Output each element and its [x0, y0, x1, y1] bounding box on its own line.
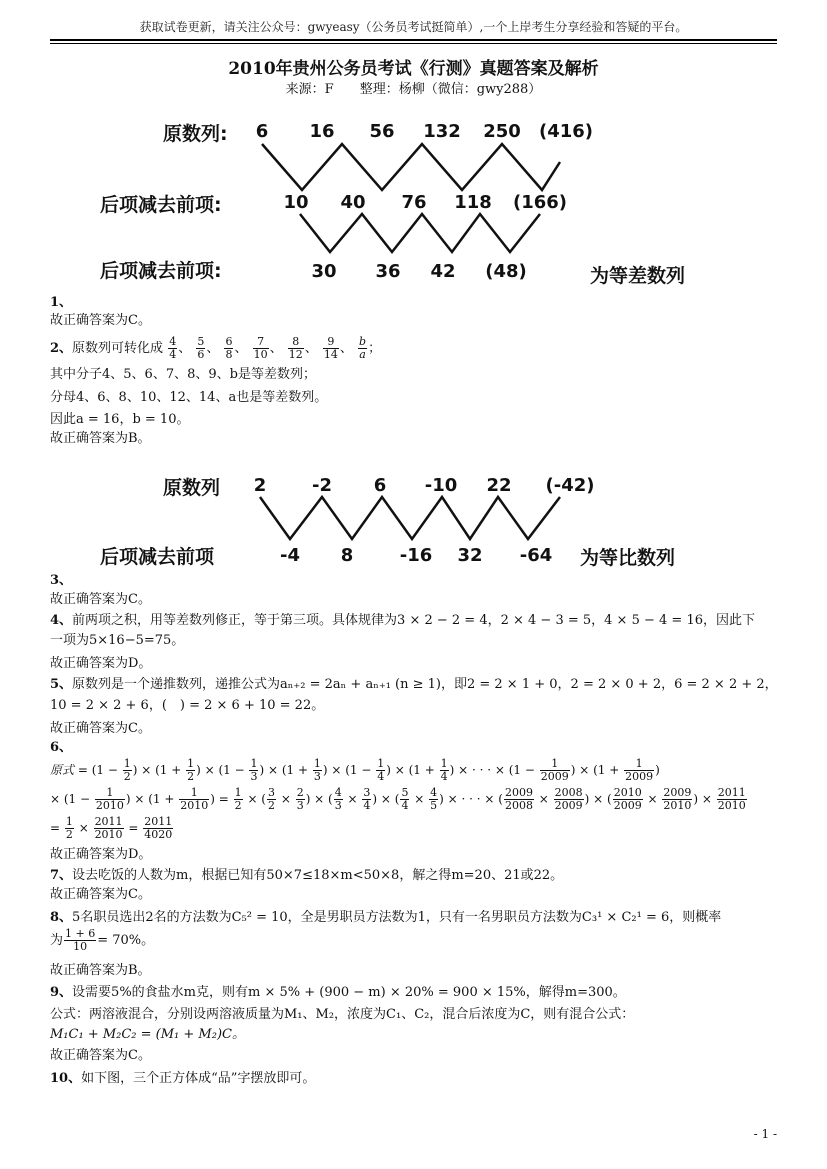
- fig1-r1-n1: 6: [255, 121, 269, 142]
- fig1-r2-n2: 40: [340, 192, 366, 213]
- fig1-r3-n1: 30: [311, 261, 337, 282]
- q2-line4: 因此a = 16，b = 10。: [50, 412, 190, 427]
- q9-text: 设需要5%的食盐水m克，则有m × 5% + (900 − m) × 20% = 900 × 15%，解得m=300。: [72, 985, 626, 1000]
- fig1-note: 为等差数列: [590, 265, 686, 287]
- q4-text: 前两项之积，用等差数列修正，等于第三项。具体规律为3 × 2 − 2 = 4，2 × 4 − 3 = 5，4 × 5 − 4 = 16，因此下: [72, 613, 755, 628]
- fig2-note: 为等比数列: [580, 547, 676, 569]
- q2-frac-2: $\frac{5}{6}$: [197, 335, 205, 361]
- q2-line2: 其中分子4、5、6、7、8、9、b是等差数列；: [50, 367, 316, 382]
- q9-answer: 故正确答案为C。: [50, 1048, 151, 1063]
- q2-text: 原数列可转化成: [72, 341, 164, 356]
- page-number: - 1 -: [753, 1127, 777, 1141]
- q10-number: 10、: [50, 1071, 82, 1086]
- q2-frac-5: $\frac{8}{12}$: [288, 335, 303, 361]
- fig2-label-original: 原数列: [163, 477, 221, 499]
- q5-answer: 故正确答案为C。: [50, 721, 151, 736]
- header-notice: 获取试卷更新，请关注公众号：gwyeasy（公务员考试挺简单）,一个上岸考生分享经验和答疑的平台。: [139, 20, 688, 34]
- page-title: 2010年贵州公务员考试《行测》真题答案及解析: [228, 59, 599, 79]
- q1-answer: 故正确答案为C。: [50, 313, 151, 328]
- q3-answer: 故正确答案为C。: [50, 592, 151, 607]
- fig2-r2-n3: -16: [399, 545, 433, 566]
- q2-frac-4: $\frac{7}{10}$: [253, 335, 268, 361]
- q5-line1: [50, 676, 778, 694]
- q2-frac-7: $\frac{b}{a}$: [359, 335, 367, 361]
- fig1-label-original: 原数列:: [163, 123, 228, 145]
- q2-line3: 分母4、6、8、10、12、14、a也是等差数列。: [50, 390, 328, 405]
- q9-line1: [50, 984, 626, 1002]
- q7-answer: 故正确答案为C。: [50, 887, 151, 902]
- page-subtitle: 来源：F 整理：杨柳（微信：gwy288）: [285, 82, 542, 97]
- q8-number: 8、: [50, 910, 73, 925]
- fig1-r2-n1: 10: [283, 192, 309, 213]
- q2-answer: 故正确答案为B。: [50, 431, 151, 446]
- header-rule-thick: [50, 39, 777, 41]
- q5-line2: 10 = 2 × 2 + 6，( ) = 2 × 6 + 10 = 22。: [50, 698, 325, 713]
- fig2-r2-n4: 32: [457, 545, 483, 566]
- q5-text: 原数列是一个递推数列，递推公式为aₙ₊₂ = 2aₙ + aₙ₊₁ (n ≥ 1)，即2 = 2 × 1 + 0，2 = 2 × 0 + 2，6 = 2 × 2 + 2，: [72, 677, 778, 692]
- q2-line1: 2、原数列可转化成 $\frac{4}{4}$ 、 $\frac{5}{6}$ 、 $\frac{6}{8}$ 、 $\frac{7}{10}$ 、 $\frac{8}{12}$ 、 $\frac{9}{14}$ 、 $\frac{b}{a}$ ；: [50, 335, 382, 361]
- q6-number: 6、: [50, 740, 73, 755]
- q2-number: 2、: [50, 341, 73, 356]
- fig2-r1-n5: 22: [486, 475, 512, 496]
- fig2-r1-n4: -10: [424, 475, 458, 496]
- q4-line2: 一项为5×16−5=75。: [50, 633, 185, 648]
- fig1-r2-n3: 76: [401, 192, 427, 213]
- fig1-label-diff2: 后项减去前项:: [100, 260, 222, 282]
- q2-frac-3: $\frac{6}{8}$: [225, 335, 233, 361]
- q7-number: 7、: [50, 868, 73, 883]
- q8-text: 5名职员选出2名的方法数为C₅² = 10，全是男职员方法数为1，只有一名男职员方法数为C₃¹ × C₂¹ = 6，则概率: [72, 910, 722, 925]
- figure-arithmetic-sequence: [0, 110, 827, 290]
- fig2-r2-n2: 8: [340, 545, 354, 566]
- fig1-r3-n2: 36: [375, 261, 401, 282]
- q6-formula-line2: × (1 − $\frac{1}{2010}$ ) × (1 + $\frac{1}{2010}$ ) = $\frac{1}{2}$ × ( $\frac{3}{2}$ × $\frac{2}{3}$ ) × ( $\frac{4}{3}$ × $\frac{3}{4}$ ) × ( $\frac{5}{4}$ × $\frac{4}{5}$ ) × · · · × ( $\frac{2009}{2008}$ × $\frac{2008}{2009}$ ) × ( $\frac{2010}{2009}$ × $\frac{2009}{2010}$ ) × $\frac{2011}{2010}$: [50, 786, 746, 812]
- fig2-r2-n5: -64: [519, 545, 553, 566]
- q8-frac: $\frac{1 + 6}{10}$: [65, 927, 96, 953]
- q8-line2: 为 $\frac{1 + 6}{10}$ = 70%。: [50, 927, 155, 953]
- q4-answer: 故正确答案为D。: [50, 656, 152, 671]
- q7-line1: [50, 867, 563, 885]
- fig2-r1-n3: 6: [373, 475, 387, 496]
- fig2-r1-n1: 2: [253, 475, 267, 496]
- q6-answer: 故正确答案为D。: [50, 847, 152, 862]
- q8-line1: [50, 909, 721, 927]
- fig1-label-diff1: 后项减去前项:: [100, 194, 222, 216]
- q4-line1: [50, 612, 755, 630]
- fig1-r1-n4: 132: [423, 121, 461, 142]
- fig2-r2-n1: -4: [280, 545, 300, 566]
- fig2-r1-n2: -2: [312, 475, 332, 496]
- q1-number: 1、: [50, 295, 73, 310]
- q9-line2: 公式：两溶液混合，分别设两溶液质量为M₁、M₂，浓度为C₁、C₂，混合后浓度为C，则有混合公式：: [50, 1007, 635, 1022]
- fig1-r1-n3: 56: [369, 121, 395, 142]
- q6-formula-line3: = $\frac{1}{2}$ × $\frac{2011}{2010}$ = $\frac{2011}{4020}$: [50, 815, 173, 841]
- fig1-r1-n5: 250: [483, 121, 521, 142]
- figure-geometric-sequence: [0, 465, 827, 575]
- fig1-r2-n5: (166): [512, 192, 568, 213]
- fig2-r1-n6: (-42): [545, 475, 595, 496]
- q2-frac-6: $\frac{9}{14}$: [323, 335, 338, 361]
- q10-line1: [50, 1070, 315, 1088]
- q5-number: 5、: [50, 677, 73, 692]
- q9-line3: M₁C₁ + M₂C₂ = (M₁ + M₂)C。: [50, 1027, 245, 1042]
- q6-formula-line1: 原式 = (1 − $\frac{1}{2}$ ) × (1 + $\frac{1}{2}$ ) × (1 − $\frac{1}{3}$ ) × (1 + $\frac{1}{3}$ ) × (1 − $\frac{1}{4}$ ) × (1 + $\frac{1}{4}$ ) × · · · × (1 − $\frac{1}{2009}$ ) × (1 + $\frac{1}{2009}$ ): [50, 757, 660, 783]
- q4-number: 4、: [50, 613, 73, 628]
- q2-frac-1: $\frac{4}{4}$: [169, 335, 177, 361]
- q8-answer: 故正确答案为B。: [50, 963, 151, 978]
- q3-number: 3、: [50, 573, 73, 588]
- fig1-r2-n4: 118: [454, 192, 492, 213]
- q10-text: 如下图，三个正方体成“品”字摆放即可。: [81, 1071, 316, 1086]
- fig2-label-diff: 后项减去前项: [100, 546, 215, 568]
- fig1-r3-n3: 42: [430, 261, 456, 282]
- header-rule-thin: [50, 43, 777, 44]
- fig1-r1-n6: (416): [538, 121, 594, 142]
- q7-text: 设去吃饭的人数为m，根据已知有50×7≤18×m<50×8，解之得m=20、21或22。: [72, 868, 564, 883]
- q9-number: 9、: [50, 985, 73, 1000]
- fig1-r1-n2: 16: [309, 121, 335, 142]
- fig1-r3-n4: (48): [485, 261, 527, 282]
